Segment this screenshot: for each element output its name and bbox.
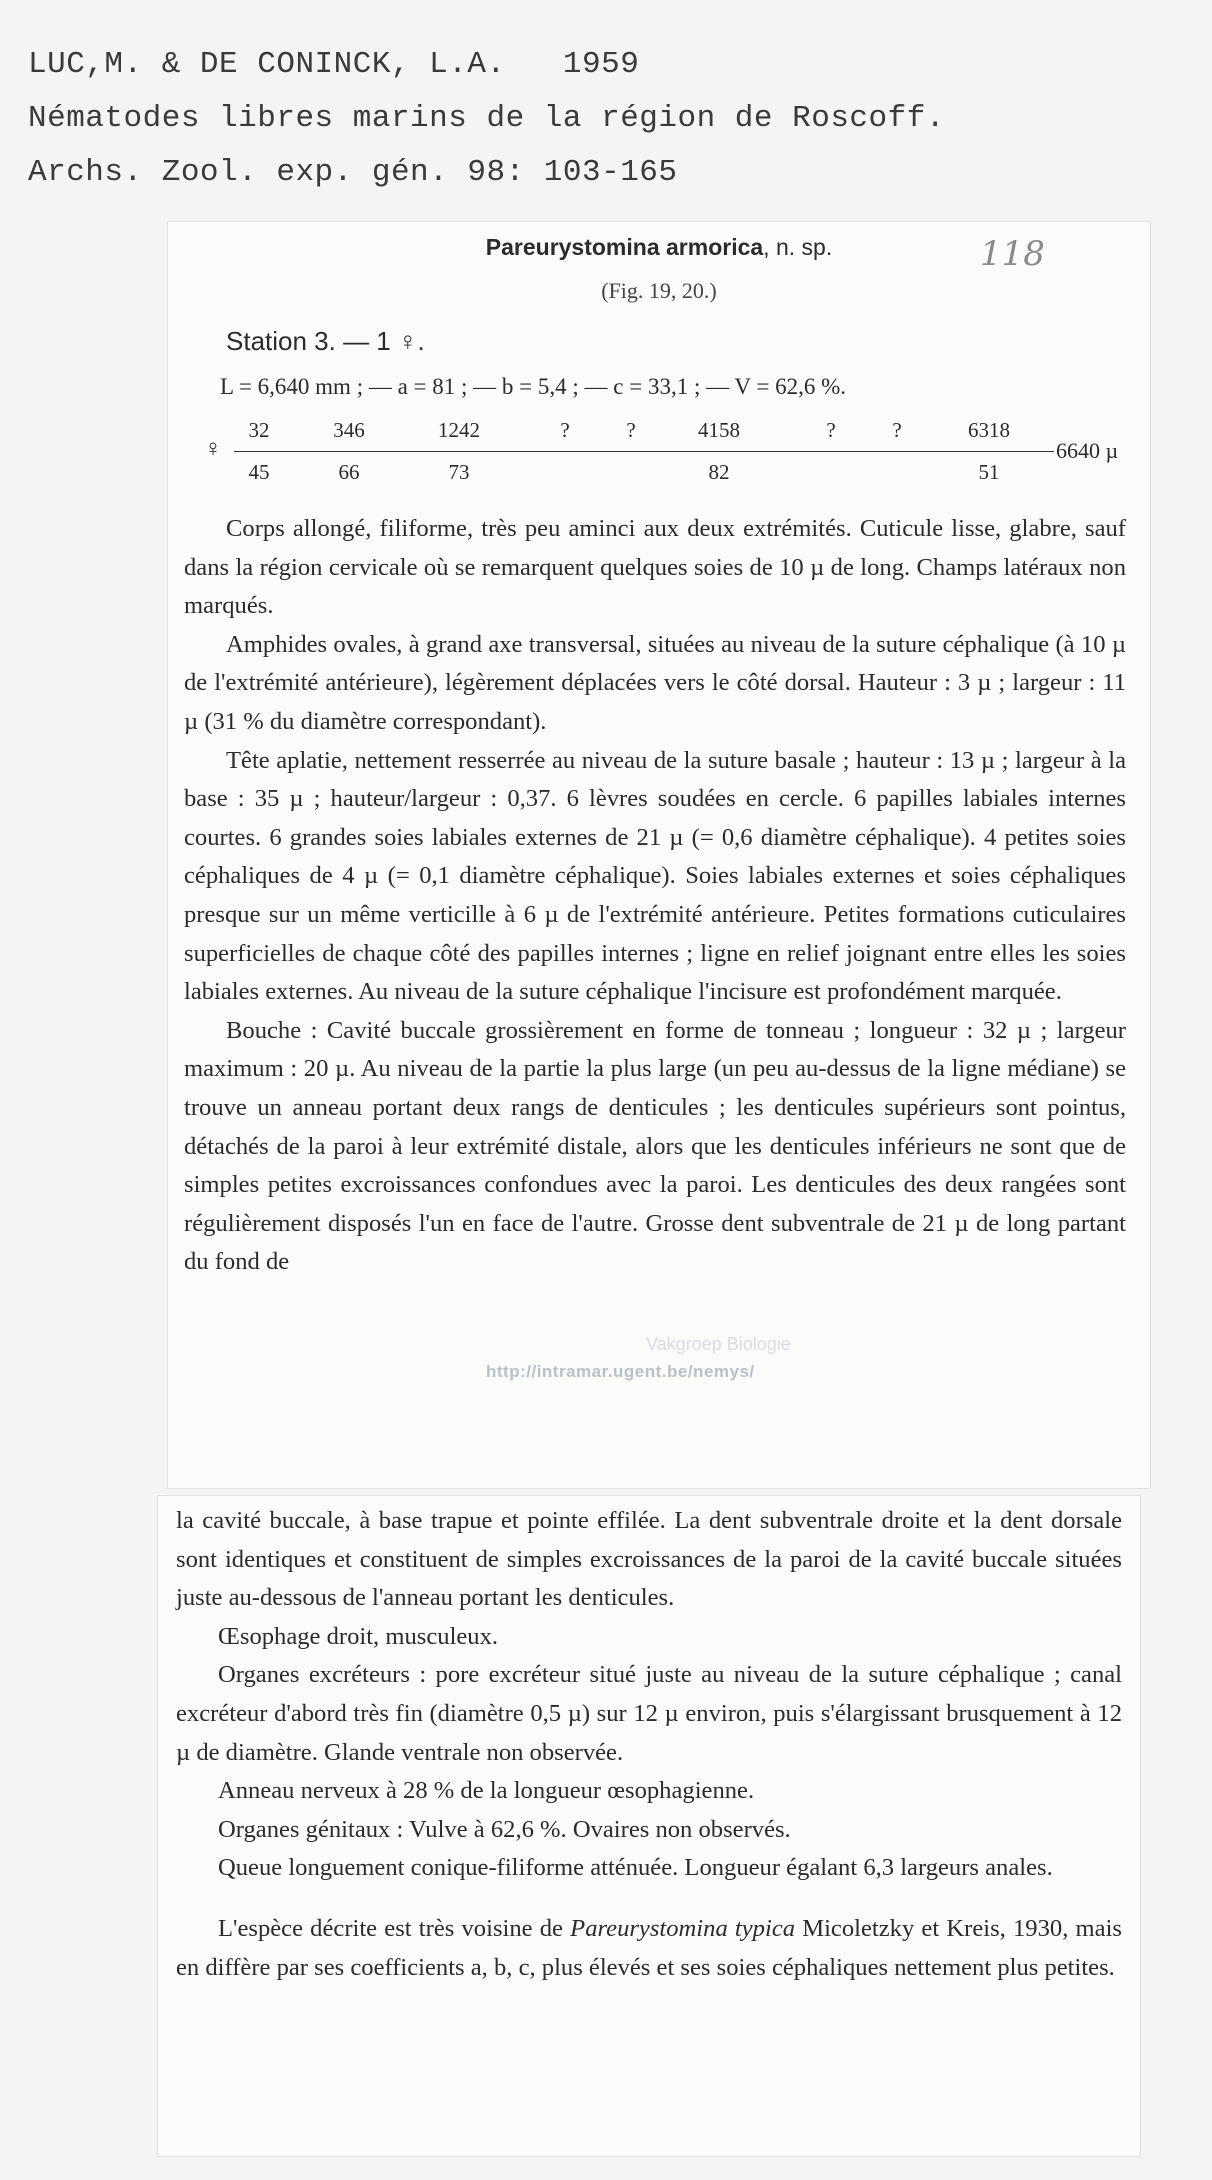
measurements-line: L = 6,640 mm ; — a = 81 ; — b = 5,4 ; — c = 33,1 ; — V = 62,6 %.	[220, 374, 846, 399]
formula-top-value: ?	[826, 418, 836, 442]
formula-bottom-value: 73	[448, 460, 470, 484]
formula-top-value: ?	[560, 418, 570, 442]
formula-bottom-value: 66	[338, 460, 360, 484]
formula-bottom-value: 82	[708, 460, 730, 484]
watermark-logo-text: Vakgroep Biologie	[646, 1334, 791, 1354]
paragraph-mouth: Bouche : Cavité buccale grossièrement en forme de tonneau ; longueur : 32 µ ; largeur maximum : 20 µ. Au niveau de la partie la plus large (un peu au-dessus de la ligne médiane) se trouve un anneau portant deux rangs de denticules ; les denticules supérieurs sont pointus, détachés de la paroi à leur extrémité distale, alors que les denticules inférieurs ne sont que de simples petites excroissances confondues avec la paroi. Les denticules des deux rangées sont régulièrement disposés l'un en face de l'autre. Grosse dent subventrale de 21 µ de long partant du fond de	[184, 1016, 1126, 1276]
paragraph-comparison	[176, 1910, 1122, 1987]
comparison-species: Pareurystomina typica	[570, 1914, 796, 1942]
paragraph-genital: Organes génitaux : Vulve à 62,6 %. Ovaires non observés.	[218, 1815, 791, 1843]
article-clipping-bottom	[158, 1496, 1140, 2156]
paragraph-nerve-ring: Anneau nerveux à 28 % de la longueur œsophagienne.	[218, 1777, 755, 1805]
formula-top-value: 1242	[438, 418, 480, 442]
paragraph-body: Corps allongé, filiforme, très peu aminci aux deux extrémités. Cuticule lisse, glabre, sauf dans la région cervicale où se remarquent quelques soies de 10 µ de long. Champs latéraux non marqués.	[184, 515, 1126, 620]
formula-top-value: 346	[333, 418, 365, 442]
citation-title: Nématodes libres marins de la région de Roscoff.	[28, 101, 945, 136]
formula-total: 6640 µ	[1056, 438, 1119, 463]
paragraph-oesophagus: Œsophage droit, musculeux.	[218, 1622, 499, 1650]
paragraph-continuation: la cavité buccale, à base trapue et pointe effilée. La dent subventrale droite et la dent dorsale sont identiques et constituent de simples excroissances de la paroi de la cavité buccale situées juste au-dessous de l'anneau portant les denticules.	[176, 1507, 1122, 1612]
citation-authors: LUC,M. & DE CONINCK, L.A. 1959	[28, 47, 640, 82]
cobb-formula	[204, 418, 1144, 488]
formula-top-value: 32	[248, 418, 270, 442]
species-suffix: , n. sp.	[763, 234, 833, 260]
article-clipping-top	[168, 222, 1150, 1488]
female-symbol: ♀	[204, 436, 222, 462]
figure-reference: (Fig. 19, 20.)	[601, 278, 717, 303]
description-part-1	[184, 510, 1126, 1282]
handwritten-page-number: 118	[980, 234, 1045, 274]
species-name: Pareurystomina armorica	[485, 234, 764, 260]
citation-journal: Archs. Zool. exp. gén. 98: 103-165	[28, 155, 678, 190]
formula-bottom-value: 45	[248, 460, 270, 484]
description-part-2	[176, 1502, 1122, 1987]
station-label: Station 3. — 1 ♀.	[226, 326, 425, 356]
paragraph-tail: Queue longuement conique-filiforme atténuée. Longueur égalant 6,3 largeurs anales.	[218, 1854, 1053, 1882]
paragraph-excretory: Organes excréteurs : pore excréteur situé juste au niveau de la suture céphalique ; canal excréteur d'abord très fin (diamètre 0,5 µ) sur 12 µ environ, puis s'élargissant brusquement à 12 µ de diamètre. Glande ventrale non observée.	[176, 1661, 1122, 1766]
formula-top-value: ?	[626, 418, 636, 442]
formula-top-value: 4158	[698, 418, 740, 442]
paragraph-head: Tête aplatie, nettement resserrée au niveau de la suture basale ; hauteur : 13 µ ; largeur à la base : 35 µ ; hauteur/largeur : 0,37. 6 lèvres soudées en cercle. 6 papilles labiales internes courtes. 6 grandes soies labiales externes de 21 µ (= 0,6 diamètre céphalique). 4 petites soies céphaliques de 4 µ (= 0,1 diamètre céphalique). Soies labiales externes et soies céphaliques presque sur un même verticille à 6 µ de l'extrémité antérieure. Petites formations cuticulaires superficielles de chaque côté des papilles internes ; ligne en relief joignant entre elles les soies labiales externes. Au niveau de la suture céphalique l'incisure est profondément marquée.	[184, 746, 1126, 1006]
formula-bottom-value: 51	[978, 460, 1000, 484]
comparison-text-start: L'espèce décrite est très voisine de	[218, 1914, 571, 1942]
citation-header	[28, 38, 1178, 200]
formula-top-value: 6318	[968, 418, 1010, 442]
paragraph-amphids: Amphides ovales, à grand axe transversal, situées au niveau de la suture céphalique (à 10 µ de l'extrémité antérieure), légèrement déplacées vers le côté dorsal. Hauteur : 3 µ ; largeur : 11 µ (31 % du diamètre correspondant).	[184, 630, 1126, 735]
watermark-url: http://intramar.ugent.be/nemys/	[486, 1362, 755, 1381]
formula-top-value: ?	[892, 418, 902, 442]
comparison-text-end: Micoletzky et Kreis, 1930, mais en diffère par ses coefficients a, b, c, plus élevés et ses soies céphaliques nettement plus petites.	[176, 1914, 1122, 1981]
formula-rule	[234, 451, 1054, 452]
